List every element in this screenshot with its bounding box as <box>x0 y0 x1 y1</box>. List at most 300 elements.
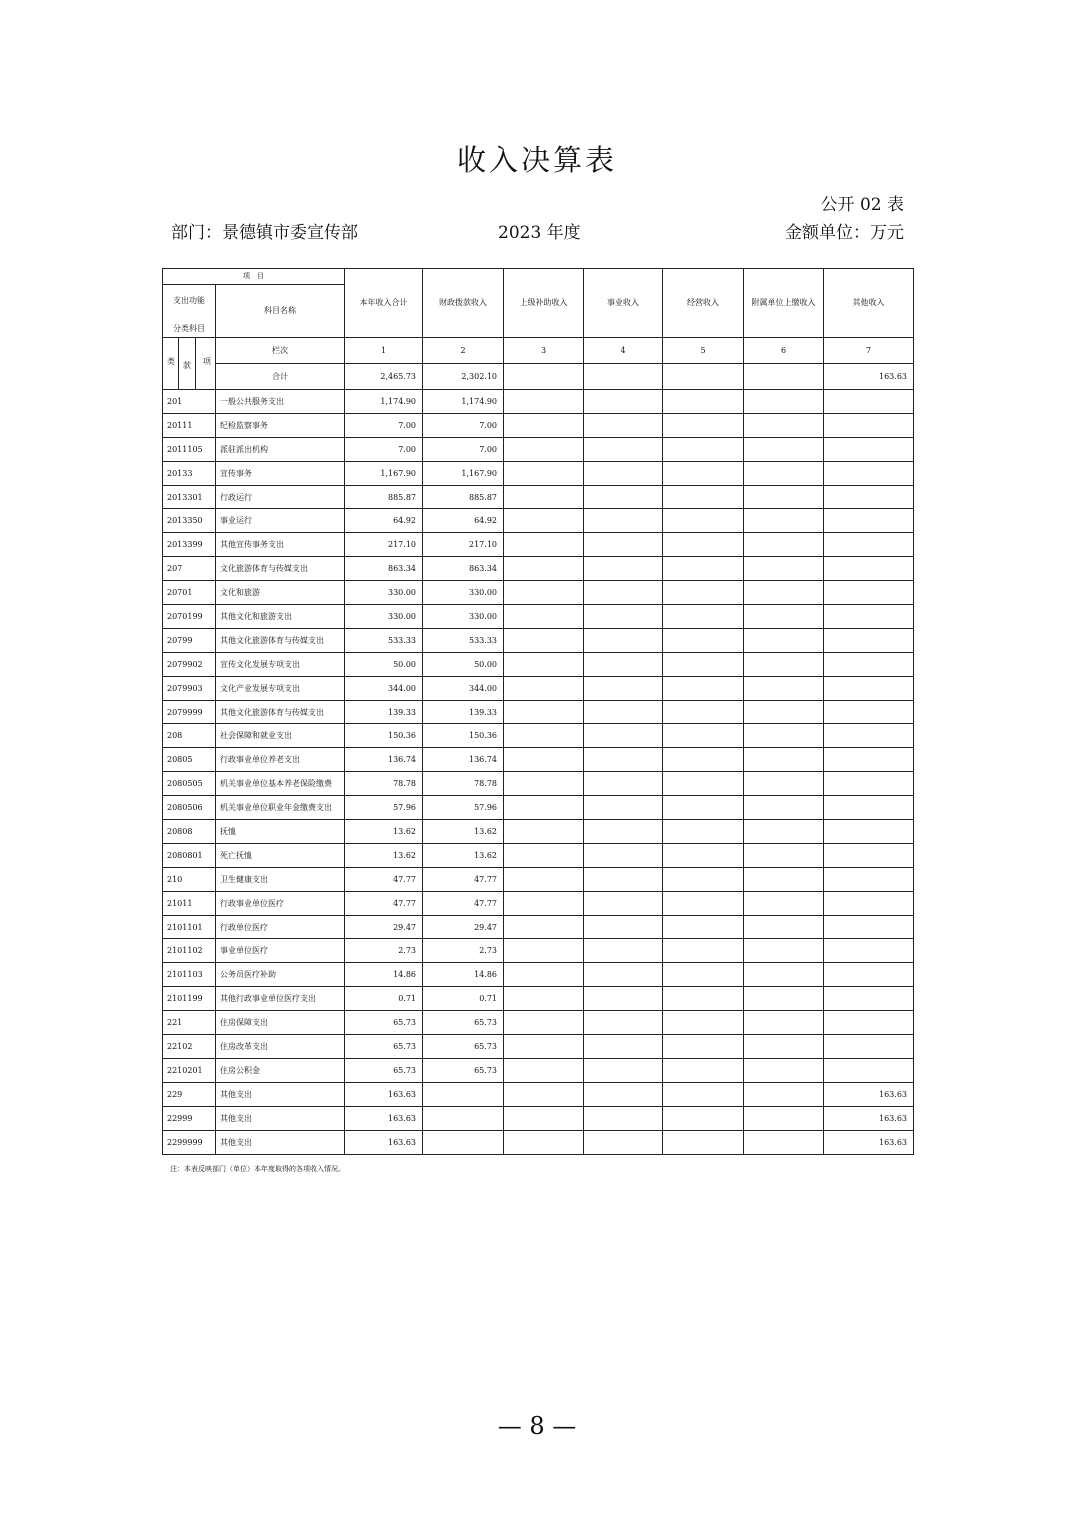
amount-cell <box>584 605 663 629</box>
subject-name: 一般公共服务支出 <box>216 390 345 414</box>
amount-cell <box>584 891 663 915</box>
amount-cell <box>504 1082 584 1106</box>
amount-cell <box>663 390 744 414</box>
amount-cell <box>663 1082 744 1106</box>
amount-cell: 163.63 <box>824 1082 914 1106</box>
subject-code: 2101103 <box>163 963 216 987</box>
amount-cell <box>423 1082 504 1106</box>
amount-cell <box>744 628 824 652</box>
amount-cell <box>504 485 584 509</box>
table-row <box>163 963 914 987</box>
col-number: 2 <box>423 338 504 364</box>
amount-cell <box>744 963 824 987</box>
col-header: 本年收入合计 <box>345 269 423 338</box>
col-number: 3 <box>504 338 584 364</box>
amount-cell <box>663 652 744 676</box>
table-row <box>163 1011 914 1035</box>
table-row <box>163 724 914 748</box>
amount-cell <box>744 605 824 629</box>
amount-cell: 7.00 <box>345 437 423 461</box>
amount-cell: 65.73 <box>423 1035 504 1059</box>
amount-cell <box>504 652 584 676</box>
subject-name: 文化旅游体育与传媒支出 <box>216 557 345 581</box>
subject-name: 住房改革支出 <box>216 1035 345 1059</box>
amount-cell <box>504 1130 584 1154</box>
table-row <box>163 843 914 867</box>
amount-cell <box>584 509 663 533</box>
table-row <box>163 605 914 629</box>
amount-cell: 136.74 <box>423 748 504 772</box>
amount-unit: 金额单位：万元 <box>785 223 904 243</box>
amount-cell: 1,167.90 <box>423 461 504 485</box>
col-header: 上级补助收入 <box>504 269 584 338</box>
subject-name: 其他文化旅游体育与传媒支出 <box>216 700 345 724</box>
amount-cell <box>663 1011 744 1035</box>
subject-name: 卫生健康支出 <box>216 867 345 891</box>
fiscal-year: 2023 年度 <box>498 223 581 243</box>
table-row <box>163 390 914 414</box>
amount-cell <box>824 413 914 437</box>
subject-code: 201 <box>163 390 216 414</box>
amount-cell <box>584 581 663 605</box>
amount-cell: 330.00 <box>423 581 504 605</box>
table-row <box>163 867 914 891</box>
page-number: — 8 — <box>497 1412 577 1440</box>
subject-name: 其他支出 <box>216 1106 345 1130</box>
amount-cell: 57.96 <box>345 796 423 820</box>
subject-name: 行政单位医疗 <box>216 915 345 939</box>
subject-name: 宣传事务 <box>216 461 345 485</box>
col-number: 1 <box>345 338 423 364</box>
amount-cell <box>423 1106 504 1130</box>
amount-cell <box>584 1011 663 1035</box>
subject-code: 2080506 <box>163 796 216 820</box>
amount-cell <box>663 891 744 915</box>
amount-cell <box>584 724 663 748</box>
form-number: 公开 02 表 <box>820 195 904 215</box>
amount-cell <box>744 485 824 509</box>
amount-cell <box>744 843 824 867</box>
amount-cell <box>423 1130 504 1154</box>
amount-cell: 47.77 <box>423 867 504 891</box>
amount-cell: 47.77 <box>345 867 423 891</box>
total-value: 2,465.73 <box>345 364 423 390</box>
amount-cell: 863.34 <box>345 557 423 581</box>
amount-cell <box>824 724 914 748</box>
subject-code: 2079903 <box>163 676 216 700</box>
amount-cell <box>744 1058 824 1082</box>
total-value: 2,302.10 <box>423 364 504 390</box>
subject-code: 229 <box>163 1082 216 1106</box>
table-row <box>163 533 914 557</box>
subject-code: 208 <box>163 724 216 748</box>
amount-cell: 1,167.90 <box>345 461 423 485</box>
amount-cell <box>663 963 744 987</box>
col-header: 事业收入 <box>584 269 663 338</box>
amount-cell <box>584 413 663 437</box>
subject-code: 20805 <box>163 748 216 772</box>
amount-cell <box>504 820 584 844</box>
table-row <box>163 1106 914 1130</box>
amount-cell: 47.77 <box>345 891 423 915</box>
amount-cell <box>824 461 914 485</box>
amount-cell <box>744 796 824 820</box>
amount-cell <box>584 748 663 772</box>
amount-cell <box>584 963 663 987</box>
amount-cell <box>584 796 663 820</box>
project-label: 项 目 <box>163 269 344 285</box>
amount-cell: 1,174.90 <box>345 390 423 414</box>
amount-cell: 50.00 <box>345 652 423 676</box>
amount-cell <box>824 915 914 939</box>
amount-cell: 330.00 <box>345 605 423 629</box>
amount-cell: 150.36 <box>423 724 504 748</box>
amount-cell <box>663 628 744 652</box>
subject-name: 其他行政事业单位医疗支出 <box>216 987 345 1011</box>
amount-cell: 65.73 <box>345 1035 423 1059</box>
amount-cell <box>584 915 663 939</box>
table-row <box>163 1082 914 1106</box>
amount-cell: 163.63 <box>824 1106 914 1130</box>
table-row <box>163 1130 914 1154</box>
amount-cell <box>663 1035 744 1059</box>
subject-code: 2011105 <box>163 437 216 461</box>
subject-name: 住房保障支出 <box>216 1011 345 1035</box>
amount-cell <box>744 1082 824 1106</box>
table-note: 注：本表反映部门（单位）本年度取得的各项收入情况。 <box>170 1165 345 1173</box>
subject-code: 2070199 <box>163 605 216 629</box>
amount-cell <box>744 461 824 485</box>
amount-cell: 29.47 <box>345 915 423 939</box>
table-row <box>163 891 914 915</box>
amount-cell <box>824 533 914 557</box>
kuan-label: 款 <box>183 361 191 370</box>
table-row <box>163 676 914 700</box>
amount-cell <box>504 1058 584 1082</box>
amount-cell <box>663 820 744 844</box>
amount-cell <box>744 772 824 796</box>
amount-cell <box>584 1106 663 1130</box>
table-row <box>163 772 914 796</box>
amount-cell <box>663 581 744 605</box>
table-row <box>163 628 914 652</box>
amount-cell: 533.33 <box>345 628 423 652</box>
amount-cell <box>663 509 744 533</box>
amount-cell <box>744 437 824 461</box>
subject-name: 住房公积金 <box>216 1058 345 1082</box>
amount-cell <box>663 772 744 796</box>
subject-name: 机关事业单位职业年金缴费支出 <box>216 796 345 820</box>
subject-name: 机关事业单位基本养老保险缴费 <box>216 772 345 796</box>
amount-cell <box>824 676 914 700</box>
amount-cell <box>504 437 584 461</box>
amount-cell <box>504 461 584 485</box>
column-number-row <box>163 338 914 364</box>
subject-code: 20808 <box>163 820 216 844</box>
amount-cell <box>663 724 744 748</box>
amount-cell <box>744 748 824 772</box>
subject-name: 其他文化和旅游支出 <box>216 605 345 629</box>
subject-code: 2013399 <box>163 533 216 557</box>
amount-cell <box>744 581 824 605</box>
subject-name: 事业运行 <box>216 509 345 533</box>
subject-code: 2080801 <box>163 843 216 867</box>
amount-cell <box>663 413 744 437</box>
amount-cell: 0.71 <box>423 987 504 1011</box>
amount-cell <box>504 1035 584 1059</box>
amount-cell <box>504 581 584 605</box>
amount-cell <box>824 891 914 915</box>
func-class-label-b: 分类科目 <box>173 324 205 333</box>
amount-cell: 136.74 <box>345 748 423 772</box>
amount-cell <box>744 915 824 939</box>
amount-cell: 64.92 <box>345 509 423 533</box>
amount-cell <box>824 748 914 772</box>
subject-code: 20133 <box>163 461 216 485</box>
amount-cell <box>504 772 584 796</box>
amount-cell <box>584 676 663 700</box>
amount-cell: 217.10 <box>345 533 423 557</box>
amount-cell: 217.10 <box>423 533 504 557</box>
amount-cell <box>584 461 663 485</box>
amount-cell: 163.63 <box>345 1106 423 1130</box>
subject-name: 文化产业发展专项支出 <box>216 676 345 700</box>
amount-cell <box>663 867 744 891</box>
subject-code: 22102 <box>163 1035 216 1059</box>
total-value <box>744 364 824 390</box>
amount-cell <box>744 700 824 724</box>
amount-cell <box>663 843 744 867</box>
table-row <box>163 437 914 461</box>
amount-cell <box>824 867 914 891</box>
amount-cell <box>504 413 584 437</box>
amount-cell: 2.73 <box>345 939 423 963</box>
income-table <box>162 268 914 1155</box>
amount-cell: 65.73 <box>423 1011 504 1035</box>
subject-code: 2299999 <box>163 1130 216 1154</box>
amount-cell: 163.63 <box>345 1130 423 1154</box>
amount-cell: 139.33 <box>345 700 423 724</box>
amount-cell <box>824 963 914 987</box>
col-header: 财政拨款收入 <box>423 269 504 338</box>
subject-code: 21011 <box>163 891 216 915</box>
total-value <box>504 364 584 390</box>
amount-cell: 2.73 <box>423 939 504 963</box>
subject-name: 行政事业单位养老支出 <box>216 748 345 772</box>
subject-name: 纪检监察事务 <box>216 413 345 437</box>
project-header-cell <box>163 269 345 338</box>
amount-cell: 150.36 <box>345 724 423 748</box>
table-row <box>163 748 914 772</box>
amount-cell <box>744 652 824 676</box>
amount-cell <box>504 867 584 891</box>
amount-cell <box>663 1130 744 1154</box>
amount-cell <box>663 461 744 485</box>
table-row <box>163 581 914 605</box>
amount-cell <box>584 557 663 581</box>
amount-cell <box>663 915 744 939</box>
department-label: 部门：景德镇市委宣传部 <box>171 223 358 243</box>
amount-cell <box>824 628 914 652</box>
func-class-label-a: 支出功能 <box>173 296 205 305</box>
col-header: 附属单位上缴收入 <box>744 269 824 338</box>
amount-cell: 47.77 <box>423 891 504 915</box>
amount-cell <box>824 1058 914 1082</box>
subject-code: 2079902 <box>163 652 216 676</box>
subject-code: 2210201 <box>163 1058 216 1082</box>
subject-name: 抚恤 <box>216 820 345 844</box>
table-row <box>163 700 914 724</box>
header-row <box>163 269 914 338</box>
subject-name: 行政事业单位医疗 <box>216 891 345 915</box>
amount-cell: 50.00 <box>423 652 504 676</box>
amount-cell <box>744 413 824 437</box>
amount-cell: 330.00 <box>345 581 423 605</box>
subject-code: 22999 <box>163 1106 216 1130</box>
subject-code: 2013301 <box>163 485 216 509</box>
amount-cell <box>744 1011 824 1035</box>
amount-cell <box>744 987 824 1011</box>
total-value: 163.63 <box>824 364 914 390</box>
amount-cell <box>584 1082 663 1106</box>
amount-cell <box>504 1011 584 1035</box>
amount-cell: 0.71 <box>345 987 423 1011</box>
amount-cell <box>824 557 914 581</box>
total-label: 合计 <box>216 364 345 390</box>
amount-cell: 29.47 <box>423 915 504 939</box>
amount-cell: 344.00 <box>423 676 504 700</box>
amount-cell <box>824 1011 914 1035</box>
amount-cell: 78.78 <box>423 772 504 796</box>
table-row <box>163 413 914 437</box>
subject-code: 207 <box>163 557 216 581</box>
amount-cell: 139.33 <box>423 700 504 724</box>
table-row <box>163 1058 914 1082</box>
amount-cell <box>744 724 824 748</box>
amount-cell <box>663 1106 744 1130</box>
total-row <box>163 364 914 390</box>
amount-cell <box>824 796 914 820</box>
subject-code: 2101101 <box>163 915 216 939</box>
amount-cell: 13.62 <box>345 843 423 867</box>
amount-cell <box>824 843 914 867</box>
amount-cell <box>504 700 584 724</box>
subject-code: 2101102 <box>163 939 216 963</box>
amount-cell <box>584 533 663 557</box>
amount-cell <box>744 557 824 581</box>
amount-cell <box>504 963 584 987</box>
subject-code: 2101199 <box>163 987 216 1011</box>
amount-cell <box>663 533 744 557</box>
amount-cell <box>824 652 914 676</box>
amount-cell: 64.92 <box>423 509 504 533</box>
amount-cell <box>504 628 584 652</box>
subject-code: 20111 <box>163 413 216 437</box>
subject-name: 死亡抚恤 <box>216 843 345 867</box>
amount-cell <box>584 700 663 724</box>
subject-name-header: 科目名称 <box>264 306 296 315</box>
subject-name: 事业单位医疗 <box>216 939 345 963</box>
subject-name: 公务员医疗补助 <box>216 963 345 987</box>
amount-cell <box>824 390 914 414</box>
amount-cell <box>824 700 914 724</box>
amount-cell: 7.00 <box>345 413 423 437</box>
amount-cell <box>663 796 744 820</box>
amount-cell <box>504 724 584 748</box>
amount-cell <box>824 939 914 963</box>
amount-cell <box>824 772 914 796</box>
amount-cell: 14.86 <box>423 963 504 987</box>
amount-cell <box>744 509 824 533</box>
amount-cell <box>504 987 584 1011</box>
amount-cell: 65.73 <box>423 1058 504 1082</box>
subject-name: 行政运行 <box>216 485 345 509</box>
amount-cell <box>744 1106 824 1130</box>
amount-cell: 57.96 <box>423 796 504 820</box>
total-value <box>663 364 744 390</box>
amount-cell: 163.63 <box>345 1082 423 1106</box>
amount-cell <box>663 1058 744 1082</box>
amount-cell <box>744 676 824 700</box>
amount-cell <box>824 581 914 605</box>
lei-label: 类 <box>167 357 175 366</box>
amount-cell <box>584 437 663 461</box>
amount-cell <box>744 891 824 915</box>
amount-cell: 1,174.90 <box>423 390 504 414</box>
amount-cell: 885.87 <box>345 485 423 509</box>
amount-cell: 13.62 <box>345 820 423 844</box>
subject-code: 210 <box>163 867 216 891</box>
amount-cell: 7.00 <box>423 413 504 437</box>
amount-cell <box>663 557 744 581</box>
amount-cell <box>824 1035 914 1059</box>
subject-name: 文化和旅游 <box>216 581 345 605</box>
table-row <box>163 939 914 963</box>
amount-cell: 78.78 <box>345 772 423 796</box>
amount-cell: 533.33 <box>423 628 504 652</box>
amount-cell <box>744 939 824 963</box>
amount-cell <box>744 390 824 414</box>
table-row <box>163 485 914 509</box>
lei-kuan-xiang-cell <box>163 338 216 390</box>
amount-cell <box>584 652 663 676</box>
amount-cell <box>663 485 744 509</box>
amount-cell: 863.34 <box>423 557 504 581</box>
amount-cell <box>584 939 663 963</box>
total-value <box>584 364 663 390</box>
subject-name: 其他支出 <box>216 1130 345 1154</box>
amount-cell: 65.73 <box>345 1011 423 1035</box>
amount-cell <box>824 509 914 533</box>
amount-cell <box>824 605 914 629</box>
amount-cell: 163.63 <box>824 1130 914 1154</box>
table-row <box>163 461 914 485</box>
subject-code: 2079999 <box>163 700 216 724</box>
amount-cell <box>504 676 584 700</box>
amount-cell <box>663 748 744 772</box>
table-row <box>163 987 914 1011</box>
amount-cell <box>744 1130 824 1154</box>
amount-cell <box>744 533 824 557</box>
subject-code: 2013350 <box>163 509 216 533</box>
subject-code: 2080505 <box>163 772 216 796</box>
amount-cell <box>584 628 663 652</box>
amount-cell <box>504 843 584 867</box>
table-row <box>163 557 914 581</box>
amount-cell <box>663 676 744 700</box>
amount-cell <box>744 820 824 844</box>
amount-cell <box>744 1035 824 1059</box>
